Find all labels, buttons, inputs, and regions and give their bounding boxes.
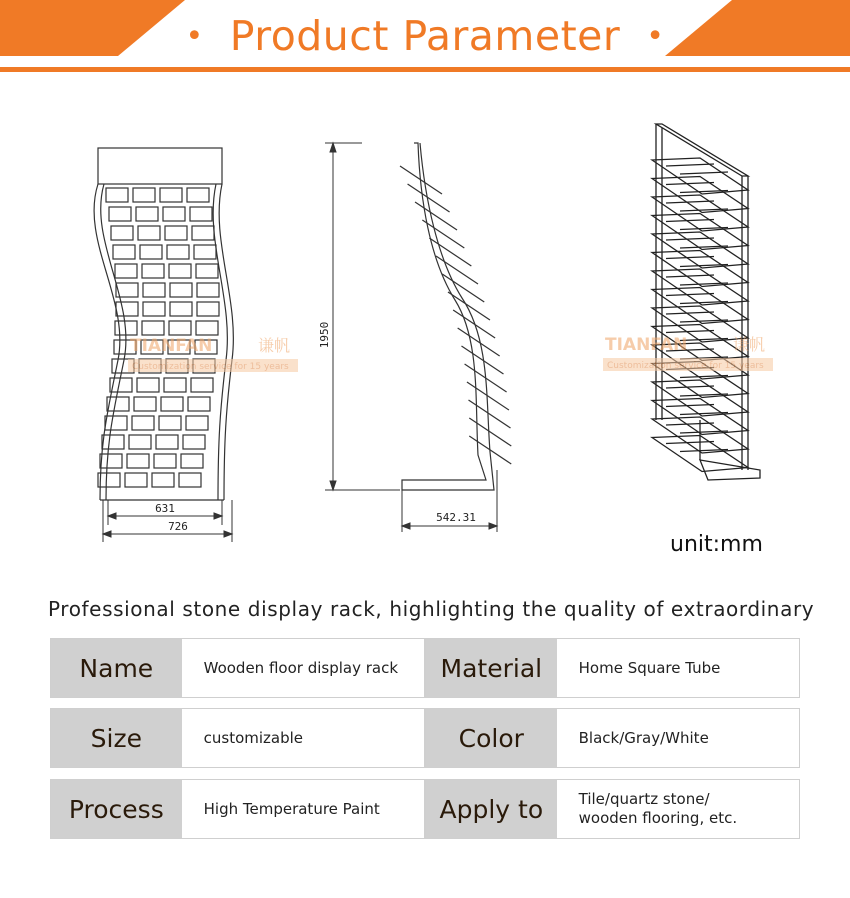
watermark-brand-cn: 谦帆 (733, 335, 766, 354)
param-row (50, 779, 800, 839)
watermark-brand-cn: 谦帆 (258, 336, 291, 355)
perspective-view (652, 124, 760, 480)
front-view (94, 148, 233, 500)
param-value-name: Wooden floor display rack (182, 639, 425, 697)
watermark-tagline: Customization service for 15 years (132, 362, 289, 372)
unit-label: unit:mm (670, 532, 763, 557)
param-value-size: customizable (182, 709, 425, 767)
drawing-canvas (0, 80, 850, 580)
param-key-name: Name (50, 639, 182, 697)
title-bullet-right: • (646, 19, 665, 54)
product-tagline: Professional stone display rack, highlighting the quality of extraordinary (48, 597, 815, 621)
title-bullet-left: • (185, 19, 204, 54)
technical-drawings (0, 80, 850, 580)
param-key-apply-to: Apply to (425, 780, 557, 838)
param-row (50, 638, 800, 698)
param-key-process: Process (50, 780, 182, 838)
side-view (400, 143, 511, 490)
side-depth-label: 542.31 (436, 511, 476, 524)
param-value-process: High Temperature Paint (182, 780, 425, 838)
title-text: Product Parameter (229, 12, 621, 60)
front-inner-width-label: 631 (155, 502, 175, 515)
watermark-brand: TIANFAN (130, 336, 213, 356)
param-row (50, 708, 800, 768)
param-key-size: Size (50, 709, 182, 767)
param-key-material: Material (425, 639, 557, 697)
front-outer-width-label: 726 (168, 520, 188, 533)
side-height-label: 1950 (318, 321, 331, 349)
page-title (0, 8, 850, 65)
param-key-color: Color (425, 709, 557, 767)
param-value-material: Home Square Tube (557, 639, 800, 697)
param-value-apply-to: Tile/quartz stone/ wooden flooring, etc. (557, 780, 800, 838)
param-value-color: Black/Gray/White (557, 709, 800, 767)
header-banner (0, 0, 850, 78)
watermark-tagline: Customization service for 15 years (607, 361, 764, 371)
watermark-brand: TIANFAN (605, 335, 688, 355)
